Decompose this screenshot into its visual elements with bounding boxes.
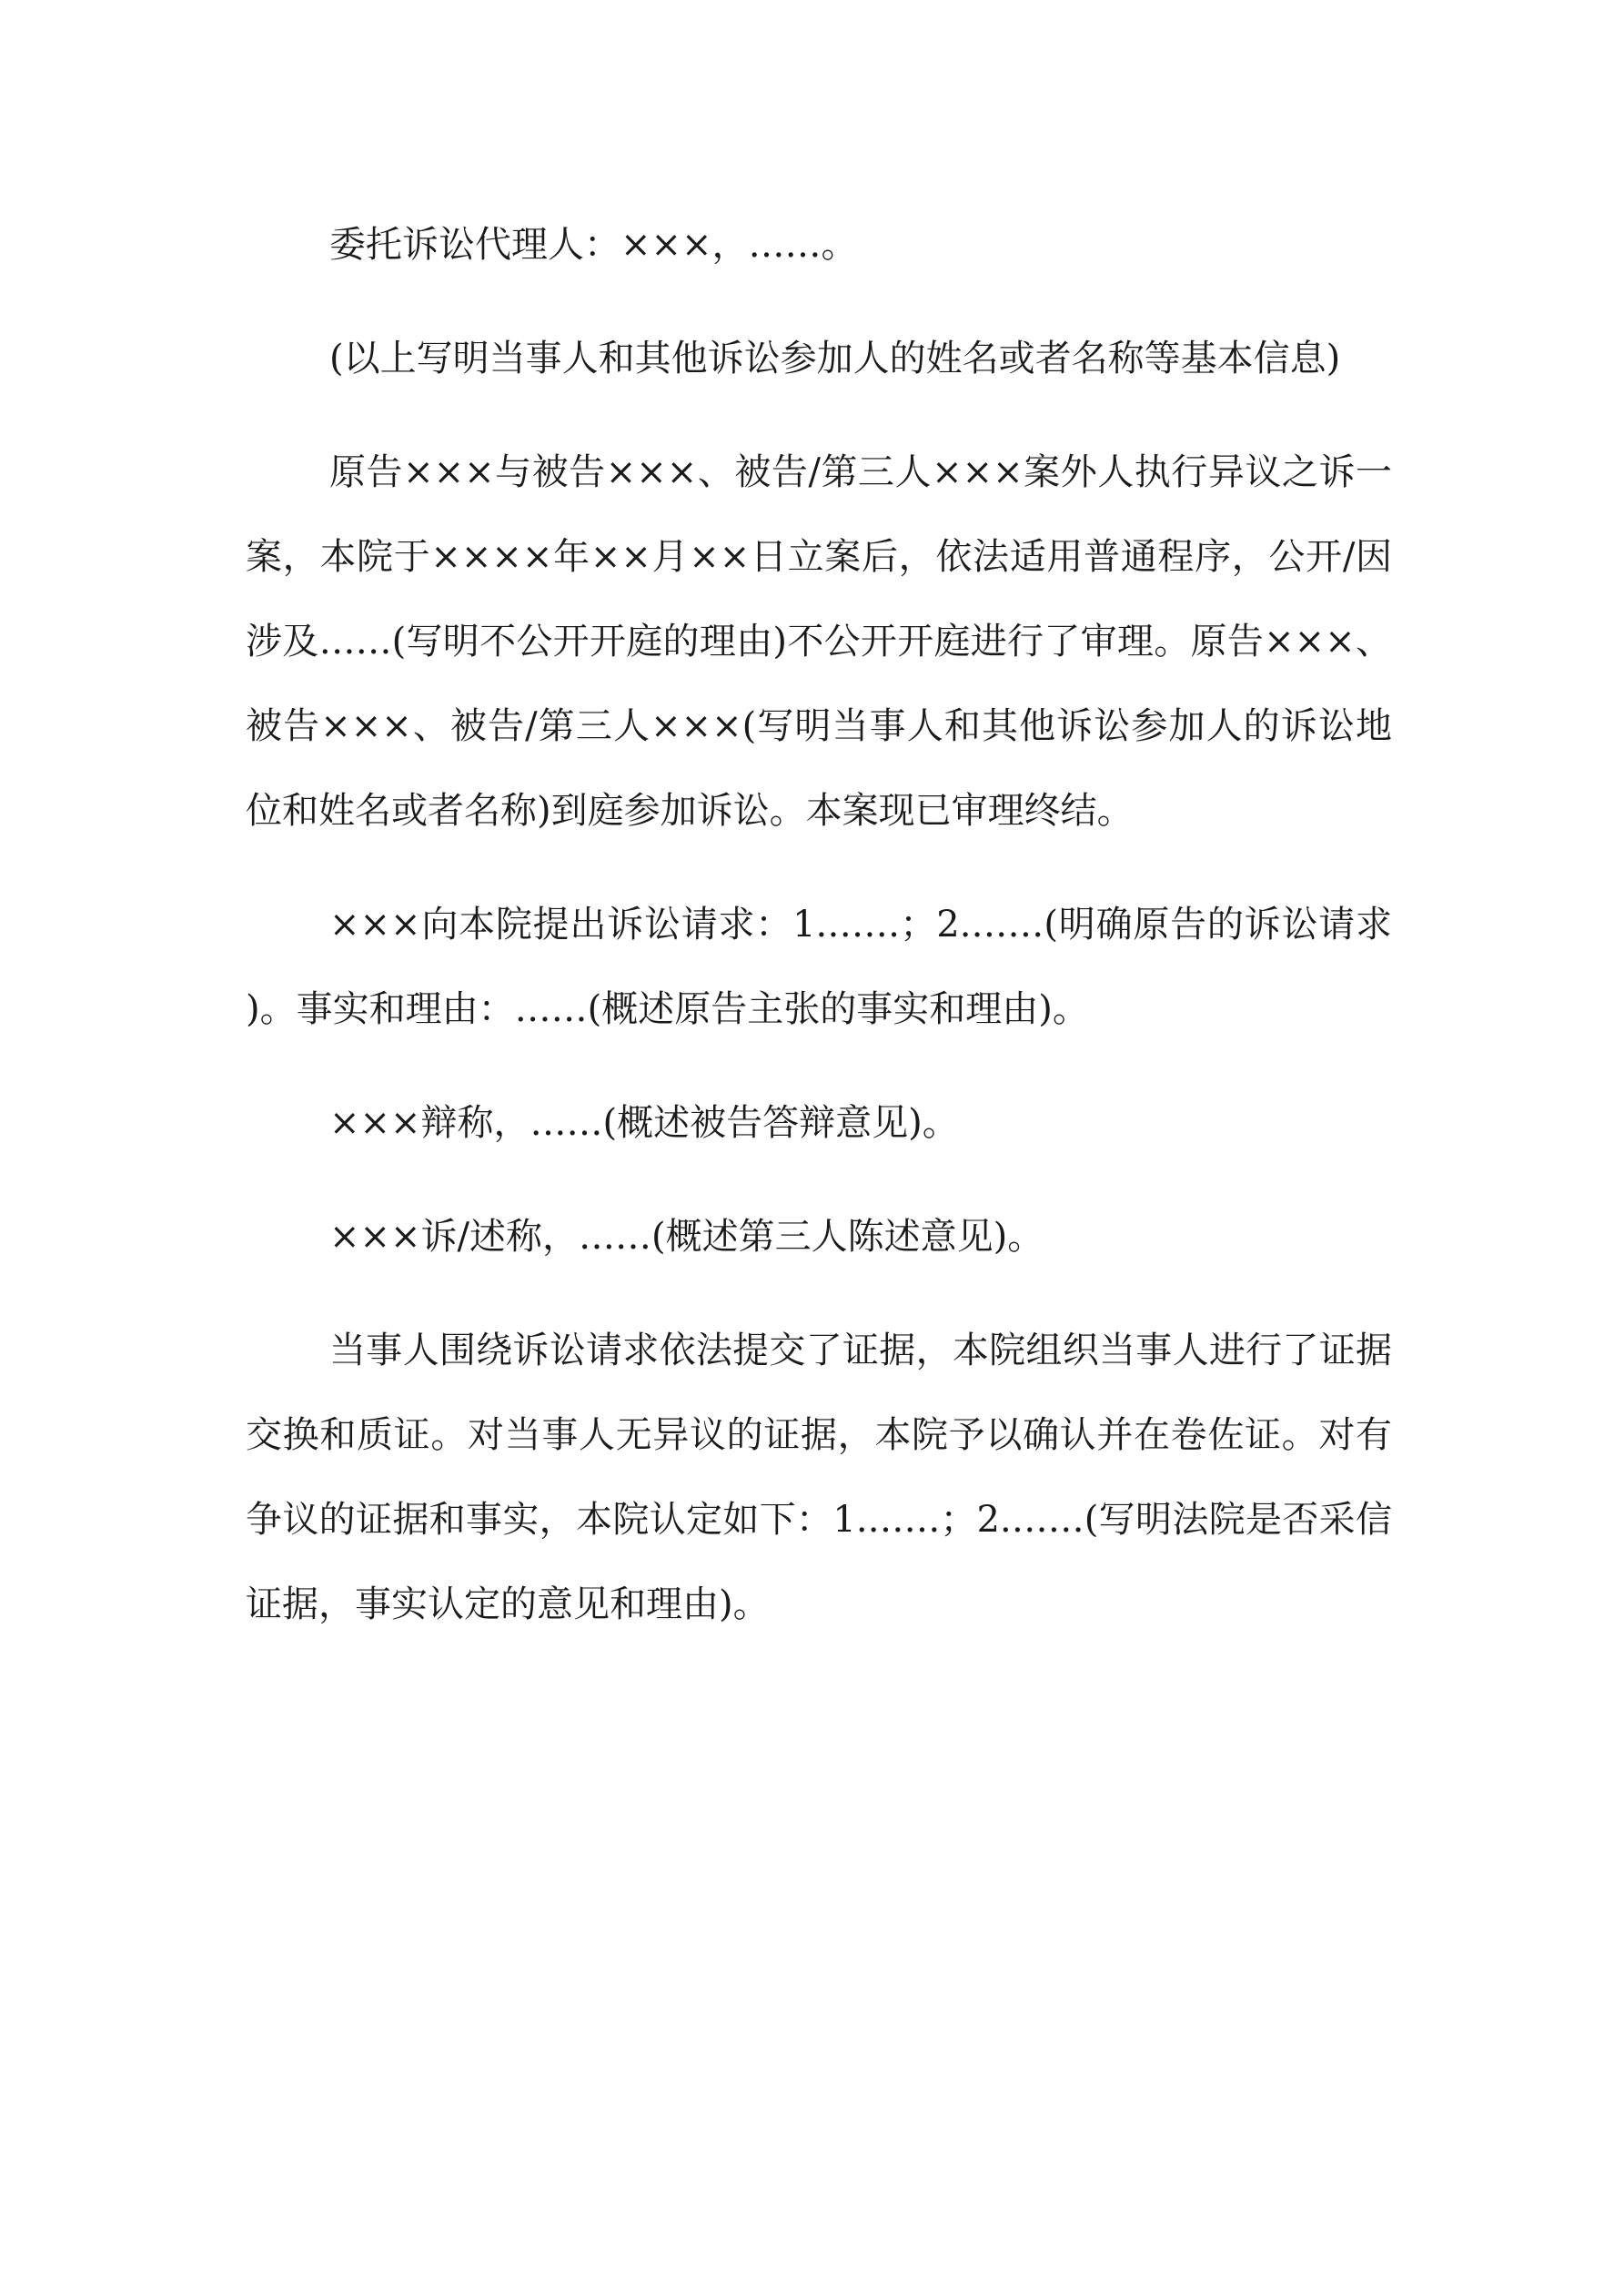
- paragraph-case-procedure: 原告×××与被告×××、被告/第三人×××案外人执行异议之诉一案，本院于××××年××月××日立案后，依法适用普通程序，公开/因涉及……(写明不公开开庭的理由)不公开开庭进行了审理。原告×××、被告×××、被告/第三人×××(写明当事人和其他诉讼参加人的诉讼地位和姓名或者名称)到庭参加诉讼。本案现已审理终结。: [246, 451, 1392, 832]
- paragraph-agent: 委托诉讼代理人：×××，……。: [329, 224, 858, 266]
- paragraph-defendant-reply: ×××辩称，……(概述被告答辩意见)。: [329, 1102, 959, 1144]
- paragraph-plaintiff-claims: ×××向本院提出诉讼请求：1.……；2.……(明确原告的诉讼请求)。事实和理由：……(概述原告主张的事实和理由)。: [246, 904, 1392, 1030]
- paragraph-third-party-statement: ×××诉/述称，……(概述第三人陈述意见)。: [329, 1216, 1044, 1258]
- paragraph-evidence-findings: 当事人围绕诉讼请求依法提交了证据，本院组织当事人进行了证据交换和质证。对当事人无异议的证据，本院予以确认并在卷佐证。对有争议的证据和事实，本院认定如下：1.……；2.……(写明法院是否采信证据，事实认定的意见和理由)。: [246, 1330, 1392, 1625]
- paragraph-party-info-note: (以上写明当事人和其他诉讼参加人的姓名或者名称等基本信息): [329, 338, 1341, 379]
- document-body: [246, 203, 1392, 1676]
